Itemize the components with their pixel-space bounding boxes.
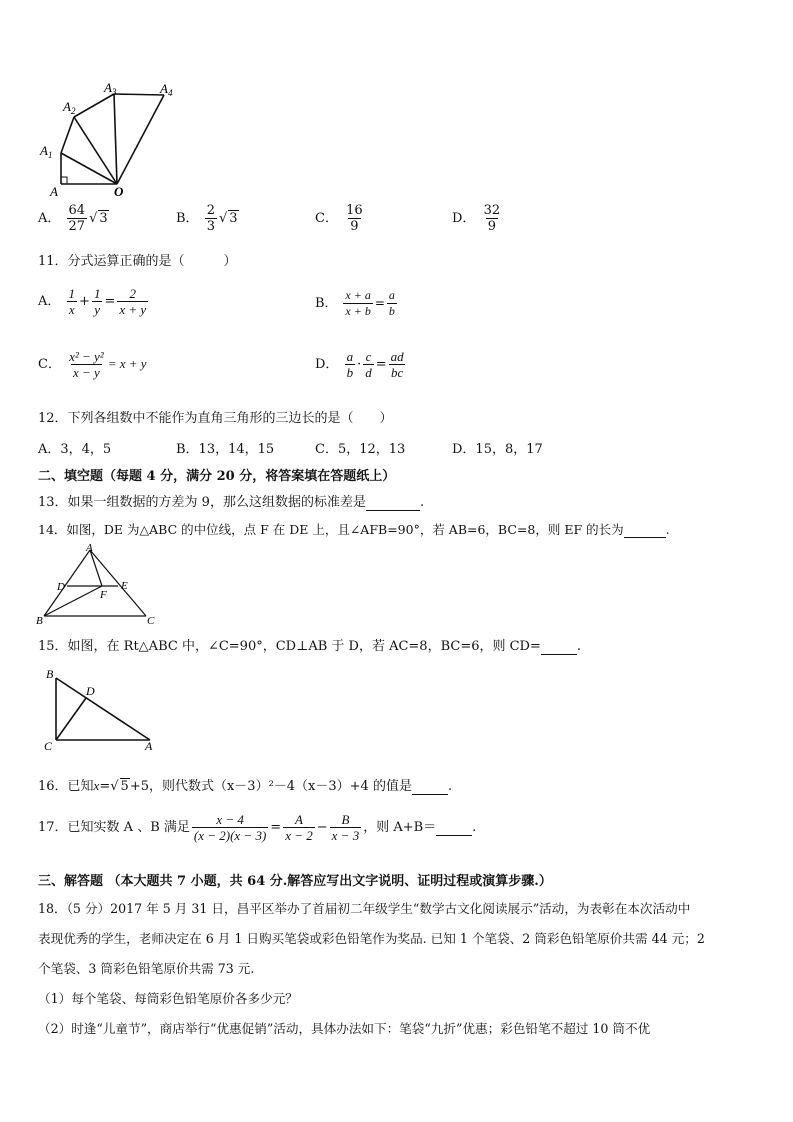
answer-blank[interactable] — [412, 779, 448, 795]
q14: 14．如图，DE 为△ABC 的中位线，点 F 在 DE 上，且∠AFB=90°，若 AB=6，BC=8，则 EF 的长为 . — [38, 522, 670, 537]
q17: 17．已知实数 A 、B 满足 $\frac{x - 4}{(x - 2)(x - 3)}$ = $\frac{A}{x - 2}$ − $\frac{B}{x - 3}$ ，则 A+B＝ . — [38, 812, 477, 843]
answer-blank[interactable] — [624, 522, 666, 538]
label-e: E — [121, 580, 128, 592]
q12-stem: 12．下列各组数中不能作为直角三角形的三边长的是（ ） — [38, 411, 393, 426]
figure-q14 — [34, 542, 164, 626]
answer-blank[interactable] — [366, 495, 420, 511]
q15: 15．如图，在 Rt△ABC 中，∠C=90°，CD⊥AB 于 D，若 AC=8，BC=6，则 CD= . — [38, 639, 582, 654]
q18-line-3: 个笔袋、3 筒彩色铅笔原价共需 73 元. — [38, 961, 255, 976]
figure-q10 — [36, 78, 186, 198]
label-f: F — [100, 589, 107, 601]
label-a: A — [86, 542, 93, 554]
q12-option-b: B．13，14，15 — [176, 442, 275, 457]
q18-line-1: 18．（5 分）2017 年 5 月 31 日，昌平区举办了首届初二年级学生“数学古文化阅读展示”活动，为表彰在本次活动中 — [38, 901, 691, 916]
answer-blank[interactable] — [541, 639, 577, 655]
q12-option-a: A．3，4，5 — [38, 442, 112, 457]
q13: 13．如果一组数据的方差为 9，那么这组数据的标准差是 . — [38, 495, 425, 510]
label-a1: $A_1$ — [40, 143, 53, 160]
label-d: D — [57, 581, 65, 593]
label-a: A — [50, 184, 58, 198]
label-a: A — [145, 739, 153, 753]
section-3-heading: 三、解答题 （本大题共 7 小题，共 64 分.解答应写出文字说明、证明过程或演算步骤.） — [38, 874, 552, 889]
q11-option-d: D． $\frac{a}{b}$ · $\frac{c}{d}$ = $\frac{ad}{bc}$ — [315, 349, 404, 380]
q11-option-b: B． $\frac{x + a}{x + b}$ = $\frac{a}{b}$ — [315, 288, 395, 318]
q12-option-d: D．15，8，17 — [452, 442, 543, 457]
label-d: D — [86, 684, 95, 698]
label-a3: $A_3$ — [104, 80, 117, 97]
label-a2: $A_2$ — [63, 99, 76, 116]
q10-option-a: A． $\frac{64}{27}$ √ 3 — [38, 203, 108, 234]
q11-stem: 11．分式运算正确的是（ ） — [38, 254, 237, 269]
section-2-heading: 二、填空题（每题 4 分，满分 20 分，将答案填在答题纸上） — [38, 469, 396, 484]
q18-part-1: （1）每个笔袋、每筒彩色铅笔原价各多少元？ — [38, 991, 298, 1006]
q18-part-2: （2）时逢“儿童节”，商店举行“优惠促销”活动，具体办法如下：笔袋“九折”优惠；彩色铅笔不超过 10 筒不优 — [38, 1021, 651, 1036]
q11-option-a: A． $\frac{1}{x}$ + $\frac{1}{y}$ = $\frac{2}{x + y}$ — [38, 286, 147, 317]
q11-option-c: C． $\frac{\text{x² − y²}}{x - y}$ = x + y — [38, 349, 147, 380]
label-b: B — [36, 615, 43, 626]
q10-option-c: C． $\frac{16}{9}$ — [315, 203, 363, 234]
q16: 16．已知x=√ 5+5，则代数式（x－3）²－4（x－3）+4 的值是 . — [38, 778, 453, 794]
label-o: O — [114, 184, 124, 198]
label-c: C — [147, 615, 155, 626]
q10-option-d: D． $\frac{32}{9}$ — [452, 203, 501, 234]
label-c: C — [44, 739, 53, 753]
label-a4: $A_4$ — [160, 81, 173, 98]
label-b: B — [46, 667, 54, 681]
answer-blank[interactable] — [436, 820, 472, 836]
q10-option-b: B． $\frac{2}{3}$ √ 3 — [176, 203, 238, 234]
q12-option-c: C．5，12，13 — [315, 442, 406, 457]
q18-line-2: 表现优秀的学生，老师决定在 6 月 1 日购买笔袋或彩色铅笔作为奖品. 已知 1 个笔袋、2 筒彩色铅笔原价共需 44 元；2 — [38, 931, 705, 946]
figure-q15 — [38, 662, 160, 754]
